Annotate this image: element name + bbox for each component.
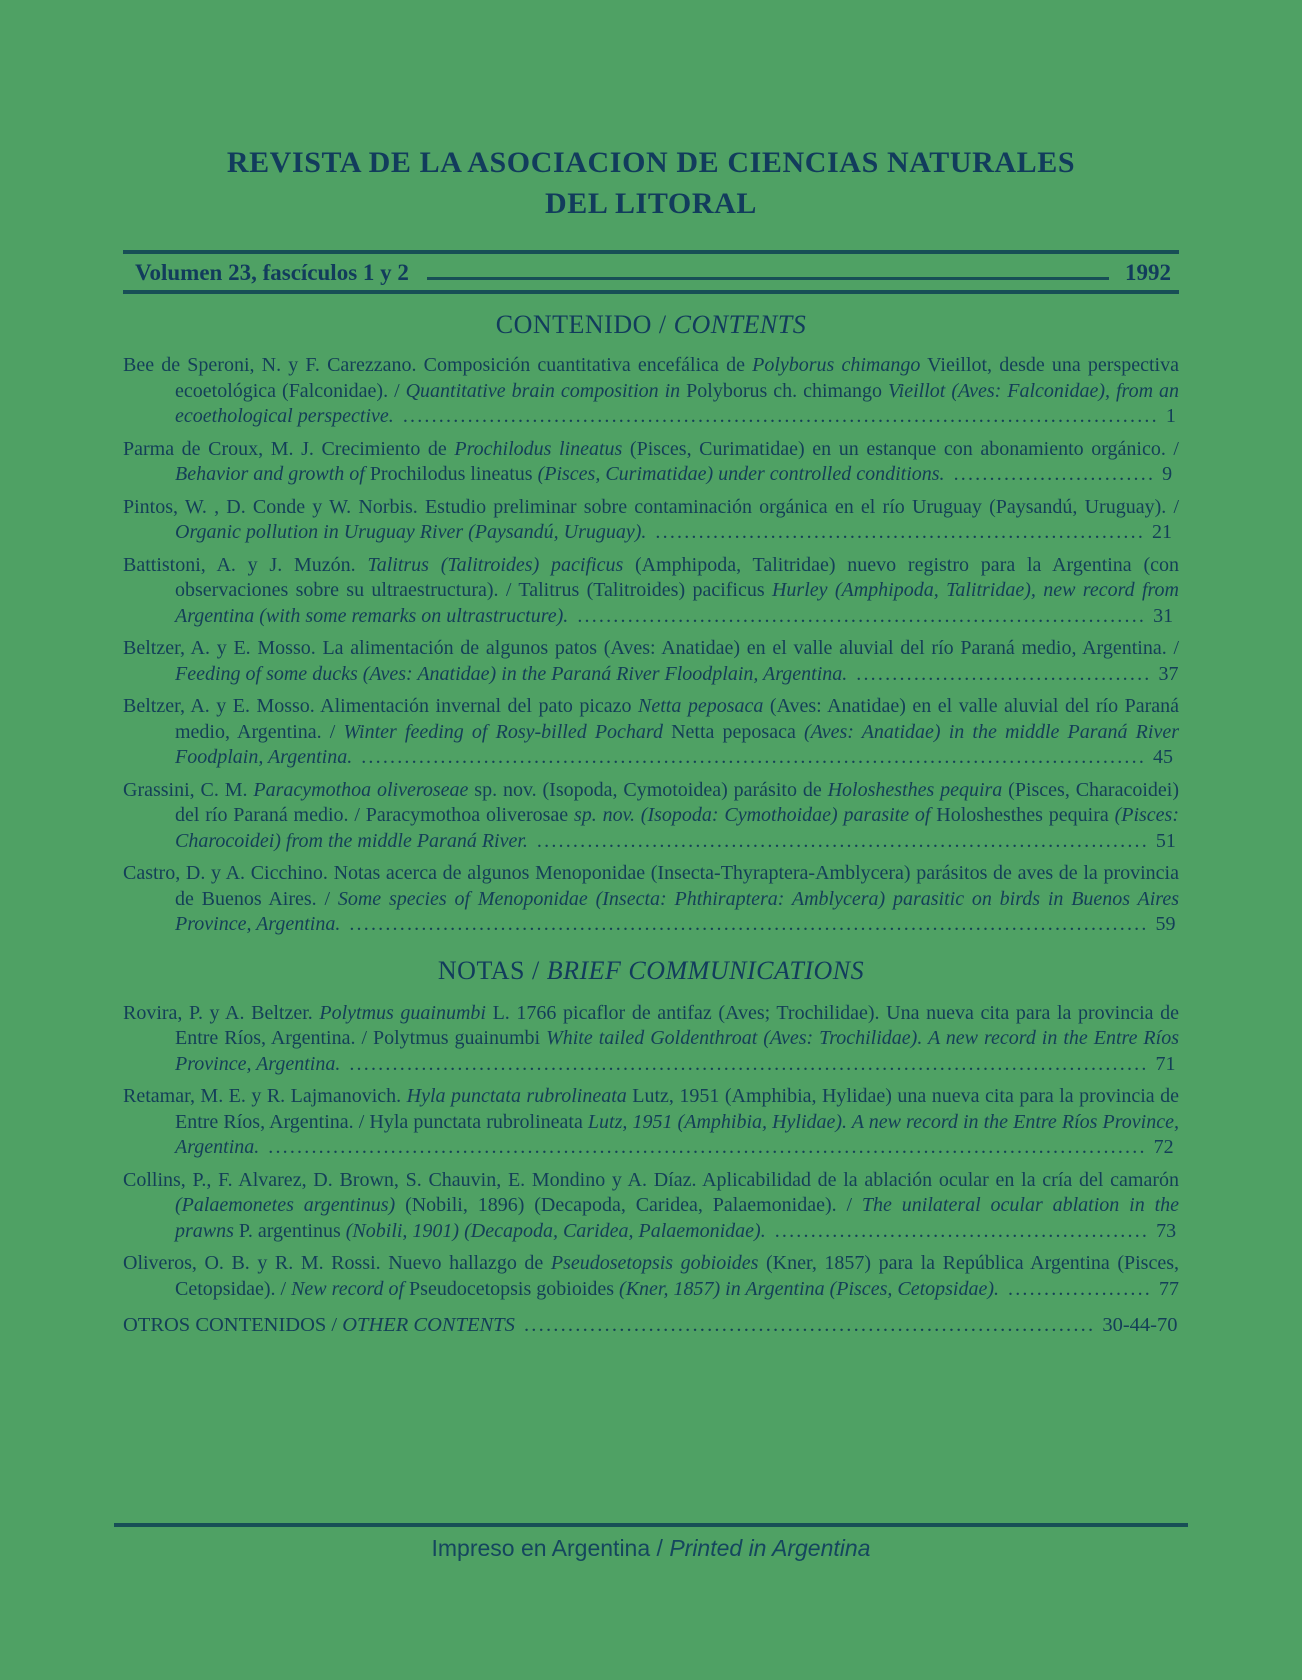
entry-text: Castro, D. y A. Cicchino. Notas acerca de algunos Menoponidae (Insecta-Thyraptera-Amblycera) parásitos de aves de la provincia de Buenos Aires. / Some species of Menoponidae (Insecta: Phthiraptera: Amblycera) parasitic on birds in Buenos Aires Province, Argentina. [123, 862, 1179, 935]
entry-text: Parma de Croux, M. J. Crecimiento de Prochilodus lineatus (Pisces, Curimatidae) en un estanque con abonamiento orgánico. / Behavior and growth of Prochilodus lineatus (Pisces, Curimatidae) under controlled conditions. [123, 437, 1179, 485]
toc-entry [123, 437, 1179, 488]
toc-entry [123, 778, 1179, 855]
page-number: 72 [1153, 1136, 1174, 1158]
leader-dots: .................................................... [774, 1219, 1150, 1242]
toc-entry [123, 636, 1179, 687]
page-number: 1 [1165, 405, 1176, 427]
entry-text: Rovira, P. y A. Beltzer. Polytmus guainumbi L. 1766 picaflor de antifaz (Aves; Trochilidae). Una nueva cita para la provincia de Entre Ríos, Argentina. / Polytmus guainumbi White tailed Goldenthroat (Aves: Trochilidae). A new record in the Entre Ríos Province, Argentina. [123, 1001, 1179, 1075]
footer-rule [114, 1523, 1188, 1527]
leader-dots: ............................................................................................................. [361, 746, 1147, 768]
toc-entry [123, 353, 1179, 430]
spacer [0, 1346, 1302, 1524]
entry-text: Retamar, M. E. y R. Lajmanovich. Hyla punctata rubrolineata Lutz, 1951 (Amphibia, Hylidae) una nueva cita para la provincia de Entre Ríos, Argentina. / Hyla punctata rubrolineata Lutz, 1951 (Amphibia, Hylidae). A new record in the Entre Ríos Province, Argentina. [123, 1085, 1179, 1158]
notas-heading: NOTAS / BRIEF COMMUNICATIONS [437, 955, 865, 985]
notas-entries [123, 1001, 1179, 1339]
journal-title-line-1: REVISTA DE LA ASOCIACION DE CIENCIAS NATURALES [226, 146, 1076, 179]
volume-fill-line [427, 276, 1109, 280]
page-number: 59 [1155, 913, 1176, 935]
toc-entry [123, 1251, 1179, 1302]
toc-entry [123, 1168, 1179, 1245]
footer-text: Impreso en Argentina / Printed in Argentina [431, 1535, 871, 1561]
page-number: 37 [1158, 662, 1179, 685]
leader-dots: ............................................................................... [577, 604, 1147, 627]
leader-dots: .................... [1008, 1277, 1152, 1300]
entry-text: Oliveros, O. B. y R. M. Rossi. Nuevo hallazgo de Pseudosetopsis gobioides (Kner, 1857) para la República Argentina (Pisces, Cetopsidae). / New record of Pseudocetopsis gobioides (Kner, 1857) in Argentina (Pisces, Cetopsidae). [123, 1252, 1179, 1300]
page-number: 45 [1153, 746, 1174, 768]
page-number: 71 [1155, 1052, 1176, 1075]
toc-entry [123, 1001, 1179, 1078]
leader-dots: ............................................................................................................... [349, 913, 1149, 935]
page-number: 51 [1155, 829, 1176, 852]
toc-entry [123, 495, 1179, 546]
leader-dots: .................................................................... [655, 521, 1146, 543]
entry-text: Bee de Speroni, N. y F. Carezzano. Composición cuantitativa encefálica de Polyborus chimango Vieillot, desde una perspectiva ecoetológica (Falconidae). / Quantitative brain composition in Polyborus ch. chimango Vieillot (Aves: Falconidae), from an ecoethological perspective. [123, 354, 1179, 427]
page-number: 31 [1153, 604, 1174, 627]
page-content [123, 0, 1179, 1346]
page-number: 73 [1156, 1219, 1177, 1242]
leader-dots: .......................................................................................................................... [268, 1136, 1147, 1158]
contents-entries [123, 353, 1179, 938]
leader-dots: ............................ [953, 463, 1156, 485]
page-number: 77 [1159, 1277, 1179, 1300]
entry-text: Beltzer, A. y E. Mosso. Alimentación invernal del pato picazo Netta peposaca (Aves: Anatidae) en el valle aluvial del río Paraná medio, Argentina. / Winter feeding of Rosy-billed Pochard Netta peposaca (Aves: Anatidae) in the middle Paraná River Foodplain, Argentina. [123, 695, 1179, 768]
entry-text: Grassini, C. M. Paracymothoa oliveroseae sp. nov. (Isopoda, Cymotoidea) parásito de Holoshesthes pequira (Pisces, Characoidei) del río Paraná medio. / Paracymothoa oliverosae sp. nov. (Isopoda: Cymothoidae) parasite of Holoshesthes pequira (Pisces: Charocoidei) from the middle Paraná River. [123, 778, 1179, 852]
journal-title-line-2: DEL LITORAL [545, 187, 757, 220]
entry-text: Collins, P., F. Alvarez, D. Brown, S. Chauvin, E. Mondino y A. Díaz. Aplicabilidad de la ablación ocular en la cría del camarón (Palaemonetes argentinus) (Nobili, 1896) (Decapoda, Caridea, Palaemonidae). / The unilateral ocular ablation in the prawns P. argentinus (Nobili, 1901) (Decapoda, Caridea, Palaemonidae). [123, 1168, 1180, 1242]
entry-text: Beltzer, A. y E. Mosso. La alimentación de algunos patos (Aves: Anatidae) en el valle aluvial del río Paraná medio, Argentina. / Feeding of some ducks (Aves: Anatidae) in the Paraná River Floodplain, Argentina. [123, 637, 1179, 685]
page-number: 9 [1162, 463, 1173, 485]
toc-entry [123, 694, 1179, 771]
entry-text: OTROS CONTENIDOS / OTHER CONTENTS [123, 1314, 515, 1336]
leader-dots: ......................................................................................................... [402, 405, 1159, 427]
entry-text: Battistoni, A. y J. Muzón. Talitrus (Talitroides) pacificus (Amphipoda, Talitridae) nuevo registro para la Argentina (con observaciones sobre su ultraestructura). / Talitrus (Talitroides) pacificus Hurley (Amphipoda, Talitridae), new record from Argentina (with some remarks on ultrastructure). [123, 553, 1179, 627]
volume-row [123, 254, 1179, 290]
leader-dots: ..................................................................................... [536, 829, 1149, 852]
journal-title [123, 142, 1179, 224]
volume-label: Volumen 23, fascículos 1 y 2 [135, 260, 409, 285]
bottom-margin [0, 1562, 1302, 1680]
contents-heading: CONTENIDO / CONTENTS [495, 310, 807, 339]
leader-dots: ......................................... [856, 662, 1152, 685]
footer [114, 1523, 1188, 1562]
volume-band [123, 250, 1179, 294]
page-number: 30-44-70 [1102, 1314, 1178, 1336]
other-contents-entry [123, 1313, 1179, 1339]
toc-entry [123, 1084, 1179, 1161]
page-number: 21 [1152, 521, 1173, 543]
leader-dots: .............................................................................. [523, 1314, 1096, 1336]
leader-dots: ............................................................................................................... [349, 1052, 1149, 1075]
year-label: 1992 [1125, 260, 1171, 285]
toc-entry [123, 553, 1179, 630]
toc-entry [123, 861, 1179, 938]
entry-text: Pintos, W. , D. Conde y W. Norbis. Estudio preliminar sobre contaminación orgánica en el río Uruguay (Paysandú, Uruguay). / Organic pollution in Uruguay River (Paysandú, Uruguay). [123, 495, 1179, 543]
